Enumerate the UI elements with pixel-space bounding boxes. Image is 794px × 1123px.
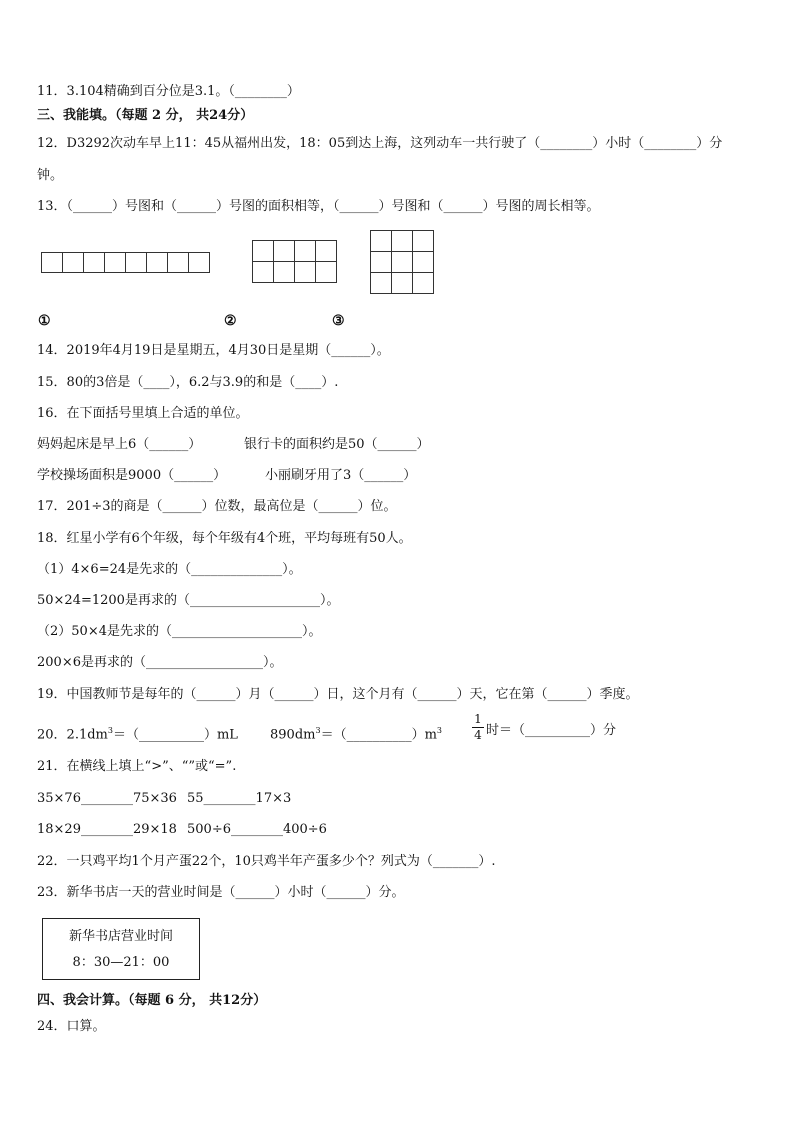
question-20-c: 时＝（__________）分	[486, 723, 617, 738]
question-17: 17．201÷3的商是（______）位数，最高位是（______）位。	[37, 499, 397, 514]
question-16: 16．在下面括号里填上合适的单位。	[37, 406, 249, 421]
bookstore-hours-title: 新华书店营业时间	[68, 929, 173, 944]
question-21-a: 35×76________75×36	[37, 791, 177, 806]
question-21-b: 55________17×3	[187, 791, 292, 806]
question-21: 21．在横线上填上“>”、“”或“=”.	[37, 759, 237, 774]
bookstore-hours-box	[42, 918, 200, 980]
question-12-cont: 钟。	[37, 168, 64, 183]
question-22: 22．一只鸡平均1个月产蛋22个，10只鸡半年产蛋多少个？列式为（_______）.	[37, 854, 496, 869]
question-23: 23．新华书店一天的营业时间是（______）小时（______）分。	[37, 885, 405, 900]
figure-3-label: ③	[332, 313, 345, 329]
figure-1-label: ①	[38, 313, 51, 329]
question-21-c: 18×29________29×18	[37, 822, 177, 837]
question-18-3: （2）50×4是先求的（____________________）。	[37, 624, 322, 639]
question-16-d: 小丽刷牙用了3（______）	[265, 468, 417, 483]
question-19: 19．中国教师节是每年的（______）月（______）日，这个月有（______）天，它在第（______）季度。	[37, 687, 639, 702]
section-3-heading: 三、我能填。（每题 2 分， 共24分）	[37, 108, 254, 123]
question-14: 14．2019年4月19日是星期五，4月30日是星期（______）。	[37, 343, 390, 358]
question-12: 12．D3292次动车早上11：45从福州出发，18：05到达上海，这列动车一共行驶了（________）小时（________）分	[37, 136, 723, 151]
question-15: 15．80的3倍是（____），6.2与3.9的和是（____）.	[37, 375, 339, 390]
question-16-a: 妈妈起床是早上6（______）	[37, 437, 202, 452]
figure-2-label: ②	[224, 313, 237, 329]
question-16-b: 银行卡的面积约是50（______）	[244, 437, 430, 452]
question-13: 13．（______）号图和（______）号图的面积相等，（______）号图和（______）号图的周长相等。	[37, 199, 600, 214]
question-18-4: 200×6是再求的（__________________）。	[37, 655, 283, 670]
figure-3-grid	[370, 230, 434, 294]
question-18-2: 50×24=1200是再求的（____________________）。	[37, 593, 340, 608]
question-16-c: 学校操场面积是9000（______）	[37, 468, 227, 483]
question-18: 18．红星小学有6个年级，每个年级有4个班，平均每班有50人。	[37, 531, 412, 546]
question-21-d: 500÷6________400÷6	[187, 822, 327, 837]
question-11: 11．3.104精确到百分位是3.1。（________）	[37, 84, 300, 99]
figure-1-grid	[41, 252, 210, 273]
question-18-1: （1）4×6=24是先求的（______________）。	[37, 562, 302, 577]
figure-2-grid	[252, 240, 337, 283]
section-4-heading: 四、我会计算。（每题 6 分， 共12分）	[37, 993, 267, 1008]
question-24: 24．口算。	[37, 1019, 106, 1034]
question-20-a: 20．$2.1dm^3=(\_\_\_\_\_\_\_\_\_\_)mL$	[37, 726, 238, 743]
fraction-one-quarter: $\frac{1}{4}$	[472, 712, 484, 743]
question-20-b: $890dm^3=(\_\_\_\_\_\_\_\_\_\_)m^3$	[270, 726, 442, 743]
bookstore-hours-time: 8：30—21：00	[72, 955, 170, 970]
